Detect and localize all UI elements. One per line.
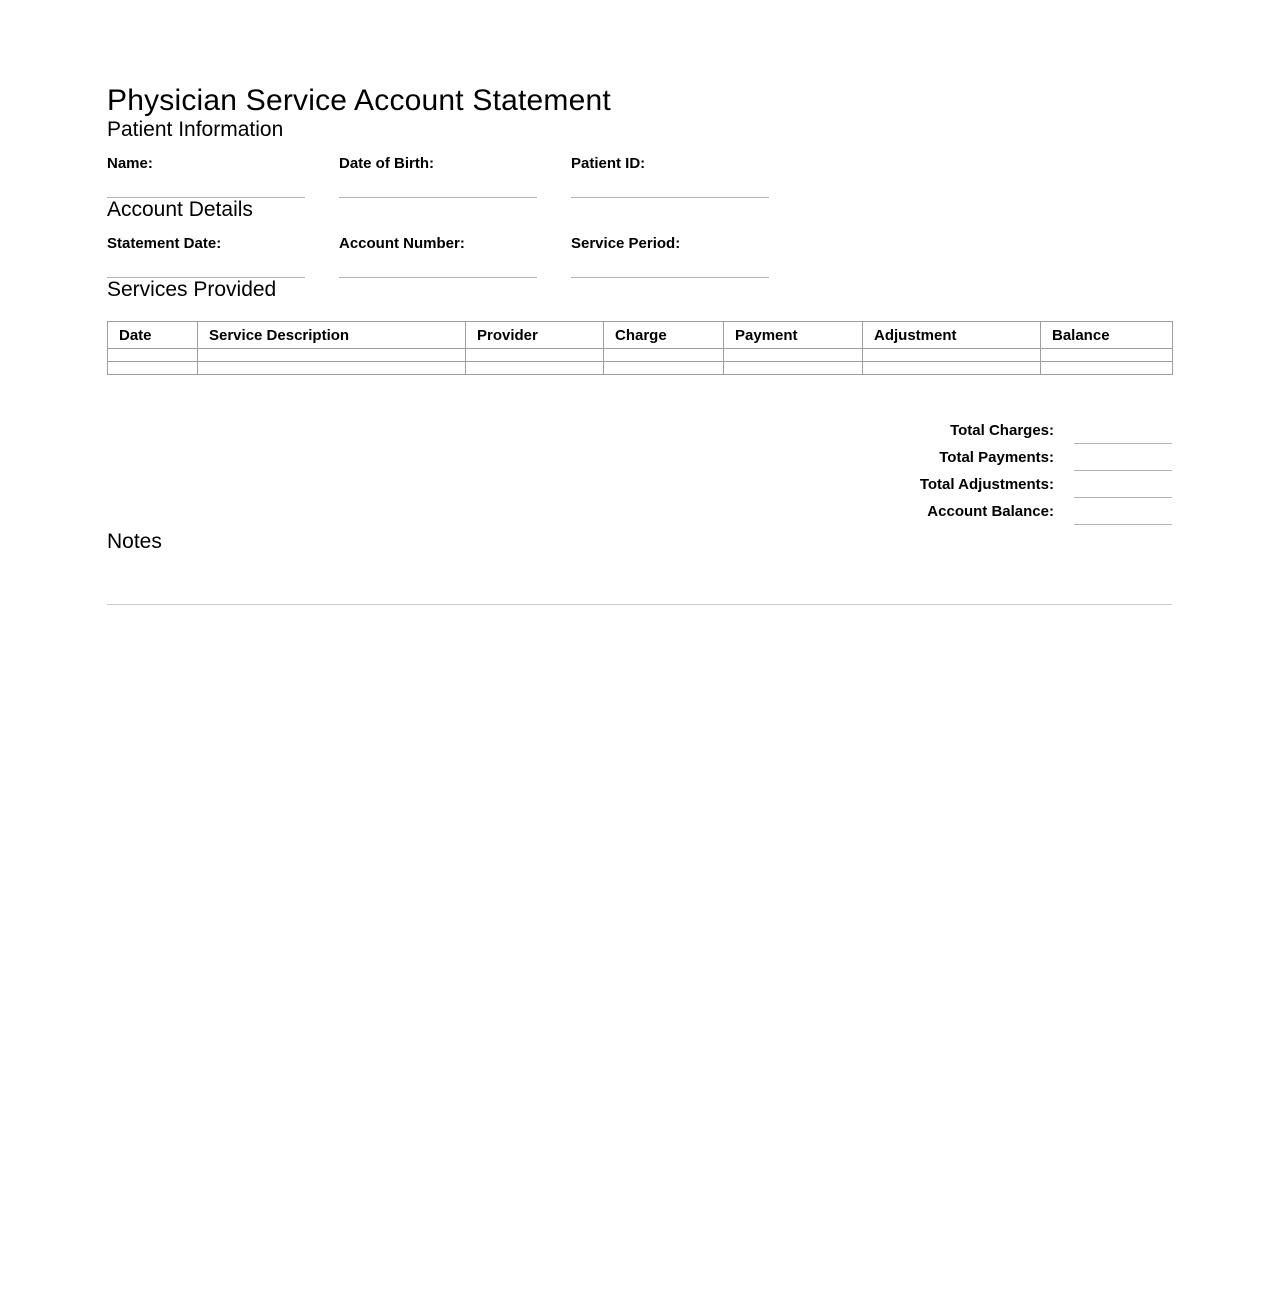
date-of-birth-blank-line — [339, 197, 537, 198]
account-balance-label: Account Balance: — [927, 503, 1054, 520]
account-number-field — [339, 235, 537, 278]
patient-id-blank-line — [571, 197, 769, 198]
patient-id-field — [571, 155, 769, 198]
table-cell — [724, 362, 863, 375]
total-payments-row — [939, 449, 1172, 471]
date-of-birth-field — [339, 155, 537, 198]
table-cell — [724, 349, 863, 362]
notes-blank-line — [107, 604, 1172, 605]
table-cell — [863, 362, 1041, 375]
total-adjustments-row — [920, 476, 1172, 498]
services-provided-heading: Services Provided — [107, 278, 277, 301]
column-header-payment: Payment — [724, 322, 863, 349]
table-cell — [604, 349, 724, 362]
account-details-fields — [107, 235, 1172, 278]
account-details-heading: Account Details — [107, 198, 253, 221]
table-cell — [198, 349, 466, 362]
column-header-charge: Charge — [604, 322, 724, 349]
account-number-blank-line — [339, 277, 537, 278]
name-field — [107, 155, 305, 198]
date-of-birth-label: Date of Birth: — [339, 155, 434, 172]
service-period-field — [571, 235, 769, 278]
table-row — [108, 362, 1173, 375]
patient-information-heading: Patient Information — [107, 118, 284, 141]
total-adjustments-label: Total Adjustments: — [919, 476, 1054, 493]
column-header-adjustment: Adjustment — [863, 322, 1041, 349]
notes-heading: Notes — [107, 530, 162, 553]
table-cell — [466, 362, 604, 375]
table-cell — [1041, 362, 1173, 375]
totals-section — [107, 422, 1172, 530]
patient-information-fields — [107, 155, 1172, 198]
column-header-service-description: Service Description — [198, 322, 466, 349]
total-charges-blank-line — [1074, 422, 1172, 444]
table-cell — [108, 349, 198, 362]
total-payments-label: Total Payments: — [939, 449, 1054, 466]
page-title: Physician Service Account Statement — [107, 84, 611, 117]
table-cell — [863, 349, 1041, 362]
table-row — [108, 349, 1173, 362]
service-period-blank-line — [571, 277, 769, 278]
table-cell — [604, 362, 724, 375]
table-header-row — [108, 322, 1173, 349]
table-cell — [198, 362, 466, 375]
column-header-date: Date — [108, 322, 198, 349]
statement-date-label: Statement Date: — [107, 235, 222, 252]
column-header-balance: Balance — [1041, 322, 1173, 349]
account-number-label: Account Number: — [339, 235, 465, 252]
name-label: Name: — [107, 155, 153, 172]
table-cell — [466, 349, 604, 362]
statement-document — [107, 0, 1172, 605]
account-balance-row — [927, 503, 1172, 525]
total-charges-label: Total Charges: — [950, 422, 1054, 439]
total-payments-blank-line — [1074, 449, 1172, 471]
table-cell — [1041, 349, 1173, 362]
patient-id-label: Patient ID: — [571, 155, 646, 172]
services-table — [107, 321, 1173, 375]
table-cell — [108, 362, 198, 375]
column-header-provider: Provider — [466, 322, 604, 349]
service-period-label: Service Period: — [571, 235, 681, 252]
total-charges-row — [950, 422, 1172, 444]
total-adjustments-blank-line — [1074, 476, 1172, 498]
account-balance-blank-line — [1074, 503, 1172, 525]
statement-date-field — [107, 235, 305, 278]
